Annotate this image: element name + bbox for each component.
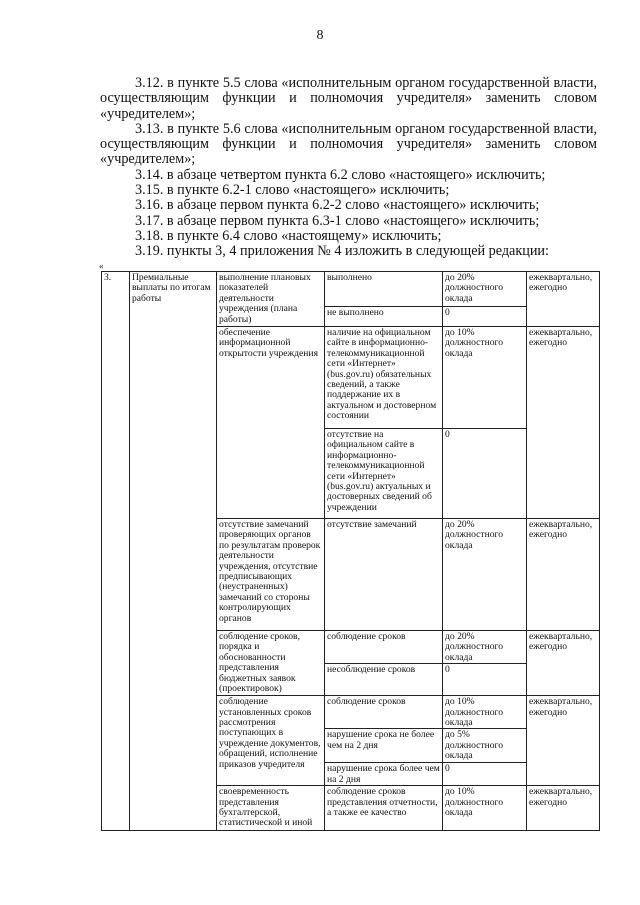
- criterion-condition-cell: соблюдение сроков: [325, 631, 443, 664]
- criterion-amount-cell: до 20% должностного оклада: [443, 272, 527, 307]
- indicator-name-cell: выполнение плановых показателей деятельности учреждения (плана работы): [217, 272, 325, 327]
- period-cell: ежеквартально, ежегодно: [527, 631, 600, 696]
- indicator-name-cell: соблюдение сроков, порядка и обоснованности представления бюджетных заявок (проектировок): [217, 631, 325, 696]
- criterion-condition-cell: отсутствие замечаний: [325, 519, 443, 631]
- list-item: 3.15. в пункте 6.2-1 слово «настоящего» исключить;: [135, 182, 450, 199]
- criterion-amount-cell: 0: [443, 763, 527, 786]
- criterion-condition-cell: соблюдение сроков представления отчетности, а также ее качество: [325, 786, 443, 831]
- opening-quote-mark: «: [99, 261, 104, 271]
- criterion-condition-cell: соблюдение сроков: [325, 696, 443, 729]
- paragraph-3-12: 3.12. в пункте 5.5 слова «исполнительным органом государственной власти, осуществляющим функции и полномочия учредителя» заменить словом «учредителем»;: [100, 75, 597, 122]
- criterion-amount-cell: 0: [443, 307, 527, 327]
- criterion-amount-cell: до 20% должностного оклада: [443, 631, 527, 664]
- period-cell: ежеквартально, ежегодно: [527, 696, 600, 786]
- criterion-amount-cell: 0: [443, 429, 527, 519]
- criterion-amount-cell: до 10% должностного оклада: [443, 786, 527, 831]
- period-cell: ежеквартально, ежегодно: [527, 272, 600, 327]
- list-item: 3.17. в абзаце первом пункта 6.3-1 слово «настоящего» исключить;: [135, 212, 540, 229]
- list-item: 3.18. в пункте 6.4 слово «настоящему» исключить;: [135, 227, 442, 244]
- payment-type-cell: Премиальные выплаты по итогам работы: [130, 272, 217, 831]
- criterion-condition-cell: несоблюдение сроков: [325, 664, 443, 696]
- criterion-condition-cell: нарушение срока не более чем на 2 дня: [325, 729, 443, 763]
- criterion-condition-cell: наличие на официальном сайте в информационно-телекоммуникационной сети «Интернет» (bus.gov.ru) обязательных сведений, а также поддержание их в актуальном и достоверном состоянии: [325, 327, 443, 429]
- period-cell: ежеквартально, ежегодно: [527, 327, 600, 519]
- list-item: 3.16. в абзаце первом пункта 6.2-2 слово «настоящего» исключить;: [135, 197, 540, 214]
- criterion-amount-cell: до 10% должностного оклада: [443, 696, 527, 729]
- criterion-condition-cell: выполнено: [325, 272, 443, 307]
- period-cell: ежеквартально, ежегодно: [527, 786, 600, 831]
- indicator-name-cell: соблюдение установленных сроков рассмотрения поступающих в учреждение документов, обращений, исполнение приказов учредителя: [217, 696, 325, 786]
- bonus-payments-table: [101, 271, 600, 831]
- criterion-amount-cell: 0: [443, 664, 527, 696]
- criterion-condition-cell: отсутствие на официальном сайте в информационно-телекоммуникационной сети «Интернет» (bus.gov.ru) актуальных и достоверных сведений об учреждении: [325, 429, 443, 519]
- criterion-amount-cell: до 5% должностного оклада: [443, 729, 527, 763]
- indicator-name-cell: своевременность представления бухгалтерской, статистической и иной: [217, 786, 325, 831]
- period-cell: ежеквартально, ежегодно: [527, 519, 600, 631]
- list-item: 3.19. пункты 3, 4 приложения № 4 изложить в следующей редакции:: [135, 243, 549, 260]
- criterion-condition-cell: нарушение срока более чем на 2 дня: [325, 763, 443, 786]
- indicator-name-cell: отсутствие замечаний проверяющих органов по результатам проверок деятельности учреждения, отсутствие предписывающих (неустраненных) замечаний со стороны контролирующих органов: [217, 519, 325, 631]
- indicator-name-cell: обеспечение информационной открытости учреждения: [217, 327, 325, 519]
- paragraph-3-13: 3.13. в пункте 5.6 слова «исполнительным органом государственной власти, осуществляющим функции и полномочия учредителя» заменить словом «учредителем»;: [100, 120, 597, 168]
- document-body: [100, 76, 597, 260]
- page-number: 8: [316, 28, 324, 43]
- criterion-amount-cell: до 20% должностного оклада: [443, 519, 527, 631]
- criterion-amount-cell: до 10% должностного оклада: [443, 327, 527, 429]
- list-item: 3.14. в абзаце четвертом пункта 6.2 слово «настоящего» исключить;: [135, 166, 546, 183]
- criterion-condition-cell: не выполнено: [325, 307, 443, 327]
- row-number-cell: 3.: [102, 272, 130, 831]
